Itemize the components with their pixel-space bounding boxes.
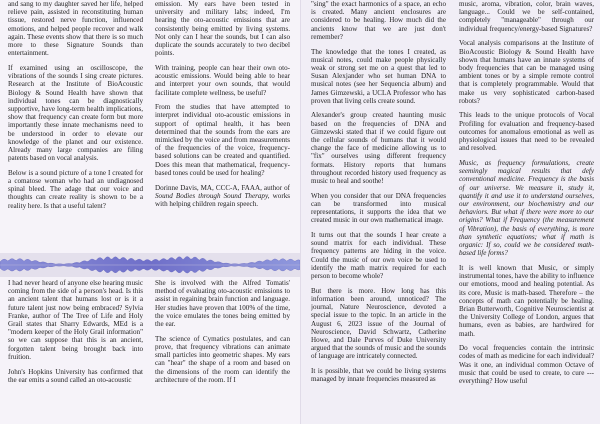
paragraph: Do vocal frequencies contain the intrinsic codes of math as medicine for each individual? Was it one, an individual common Octave of music that could be used to create, to cure --- everything? How useful (459, 344, 594, 386)
paragraph: music, aroma, vibration, color, brain waves, language... Could we be self-contained, completely "manageable" through our individual frequency/energy-based Signatures? (459, 0, 594, 33)
right-column-1 (311, 0, 446, 424)
paragraph: But there is more. How long has this information been around, unnoticed? The journal, Nature Neuroscience, devoted a special issue to the topic. In an article in the August 6, 2023 issue of the Journal of Neuroscience, David Schwartz, Catherine Howe, and Dale Purves of Duke University argued that the sounds of music and the sounds of language are intricately connected. (311, 286, 446, 361)
paragraph: If examined using an oscilloscope, the vibrations of the sounds I sing create pictures. Research at the Institute of BioAcoustic Biology & Sound Health have shown that individual tones can be diagnostically supportive, have long-term health implications, show that frequency can create form but more importantly these innate mechanisms need to be understood in order to elevate our knowledge of the planet and our existence. Already many large companies are filing patents based on vocal analysis. (8, 63, 143, 163)
paragraph: Vocal analysis comparisons at the Institute of BioAcoustic Biology & Sound Health have shown that humans have an innate systems of body frequencies that can be managed using ambient tones or by a simple remote control that is completely programmable. Would that make us very sophisticated carbon-based robots? (459, 39, 594, 105)
paragraph: From the studies that have attempted to interpret individual oto-acoustic emissions in support of optimal health, it has been determined that the sounds from the ears are mimicked by the voice and from measurements of the frequencies of the voice, frequency-based solutions can be created and quantified. Does this mean that mathematical, frequency-based tones could be used for healing? (155, 103, 290, 177)
paragraph: It is well known that Music, or simply instrumental tones, have the ability to influence our emotions, mood and healing potential. As its core, Music is math-based. Therefore – the concepts of math can potentially be healing. Brian Butterworth, Cognitive Neuroscientist at the University College of London, argues that humans, even as babies, are hardwired for math. (459, 263, 594, 338)
book-title: Sound Bodies through Sound Therapy, (155, 191, 270, 200)
paragraph: and sang to my daughter saved her life, helped relieve pain, assisted in reconstituting human tissue, restored nerve function, influenced emotions, and helped people recover and walk again. These events show that there is so much more to these Signature Sounds than entertainment. (8, 0, 143, 58)
paragraph: John's Hopkins University has confirmed that the ear emits a sound called an oto-acoustic (8, 367, 143, 384)
left-column-1-top (8, 0, 143, 251)
paragraph: emission. My ears have been tested in university and military labs; indeed, I'm hearing the oto-acoustic emissions that are consistently being emitted by living systems. Not only can I hear the sounds, but I can also duplicate the sounds accurately to two decibel points. (155, 0, 290, 58)
paragraph: It turns out that the sounds I hear create a sound matrix for each individual. These frequency patterns are hiding in the voice. Could the music of our own voice be used to identify the math matrix required for each person to become whole? (311, 231, 446, 281)
paragraph: Music, as frequency formulations, create seemingly magical results that defy conventional medicine. Frequency is the basis of our universe. We measure it, study it, quantify it and use it to understand ourselves, our environment, our biochemistry and our behaviors. But what if there were more to our origins? What if Frequency (the measurement of Vibration), the basis of everything, is more than synthetic equations; what if math is organic: If so, could we be considered math-based life forms? (459, 158, 594, 258)
paragraph: Below is a sound picture of a tone I created for a comatose woman who had an undiagnosed spinal bleed. The adage that our voice and thoughts can create reality is shown to be a reality here. Is that a useful talent? (8, 168, 143, 210)
paragraph: When you consider that our DNA frequencies can be transformed into musical representations, it supports the idea that we created music in our own mathematical image. (311, 191, 446, 225)
left-column-2-top (155, 0, 290, 251)
signature-rest: works with helping children regain speech. (155, 191, 290, 208)
paragraph: She is involved with the Alfred Tomatis' method of evaluating oto-acoustic emissions to assist in regaining brain function and language. Her studies have proven that 100% of the time, the voice emulates the tones being emitted by the ear. (155, 279, 290, 329)
paragraph: The science of Cymatics postulates, and can prove, that frequency vibrations can animate small particles into geometric shapes. My ears can "hear" the shape of a room and based on the dimensions of the room can identify the architecture of the room. If I (155, 334, 290, 384)
left-column-1-bottom (8, 279, 143, 424)
right-column-2 (459, 0, 594, 424)
paragraph: This leads to the unique protocols of Vocal Profiling for evaluation and frequency-based outcomes for anomalous emotional as well as physiological issues that need to be revealed and resolved. (459, 111, 594, 153)
right-page (300, 0, 600, 424)
sound-picture-waveform (0, 253, 300, 277)
paragraph: Alexander's group created haunting music based on the frequencies of DNA and Gimzewski stated that if we could figure out the cellular sounds of humans that it would change the face of medicine allowing us to "fix" ourselves using different frequency formats. History reports that humans throughout recorded history used frequency as music to heal and soothe! (311, 111, 446, 186)
paragraph: "sing" the exact harmonics of a space, an echo is created. Many ancient enclosures are considered to be healing. How much did the ancients know that we are just don't remember? (311, 0, 446, 41)
left-column-2-bottom (155, 279, 290, 424)
waveform-graphic (0, 253, 300, 277)
signature-name: Dorinne Davis, MA, CCC-A, FAAA, author of (155, 183, 290, 192)
paragraph: With training, people can hear their own oto-acoustic emissions. Would being able to hear and interpret your own sounds, that would facilitate complete wellness, be useful? (155, 63, 290, 97)
paragraph: The knowledge that the tones I created, as musical notes, could make people physically weak or strong set me on a quest that led to Susan Alexjander who set human DNA to musical notes (see her Sequencia album) and James Gimzewski, a UCLA Professor who has proven that living cells create sound. (311, 47, 446, 105)
author-signature (155, 184, 290, 209)
paragraph: It is possible, that we could be living systems managed by innate frequencies measured as (311, 367, 446, 384)
paragraph: I had never heard of anyone else hearing music coming from the side of a person's head. Is this an ancient talent that humans lost or is it a future talent just now being embraced? Sylvia Franke, author of The Tree of Life and Holy Grail states that Sharry Edwards, MEd is a "modern keeper of the Holy Grail information" so we can suppose that this is an ancient, forgotten talent being brought back into fruition. (8, 279, 143, 361)
